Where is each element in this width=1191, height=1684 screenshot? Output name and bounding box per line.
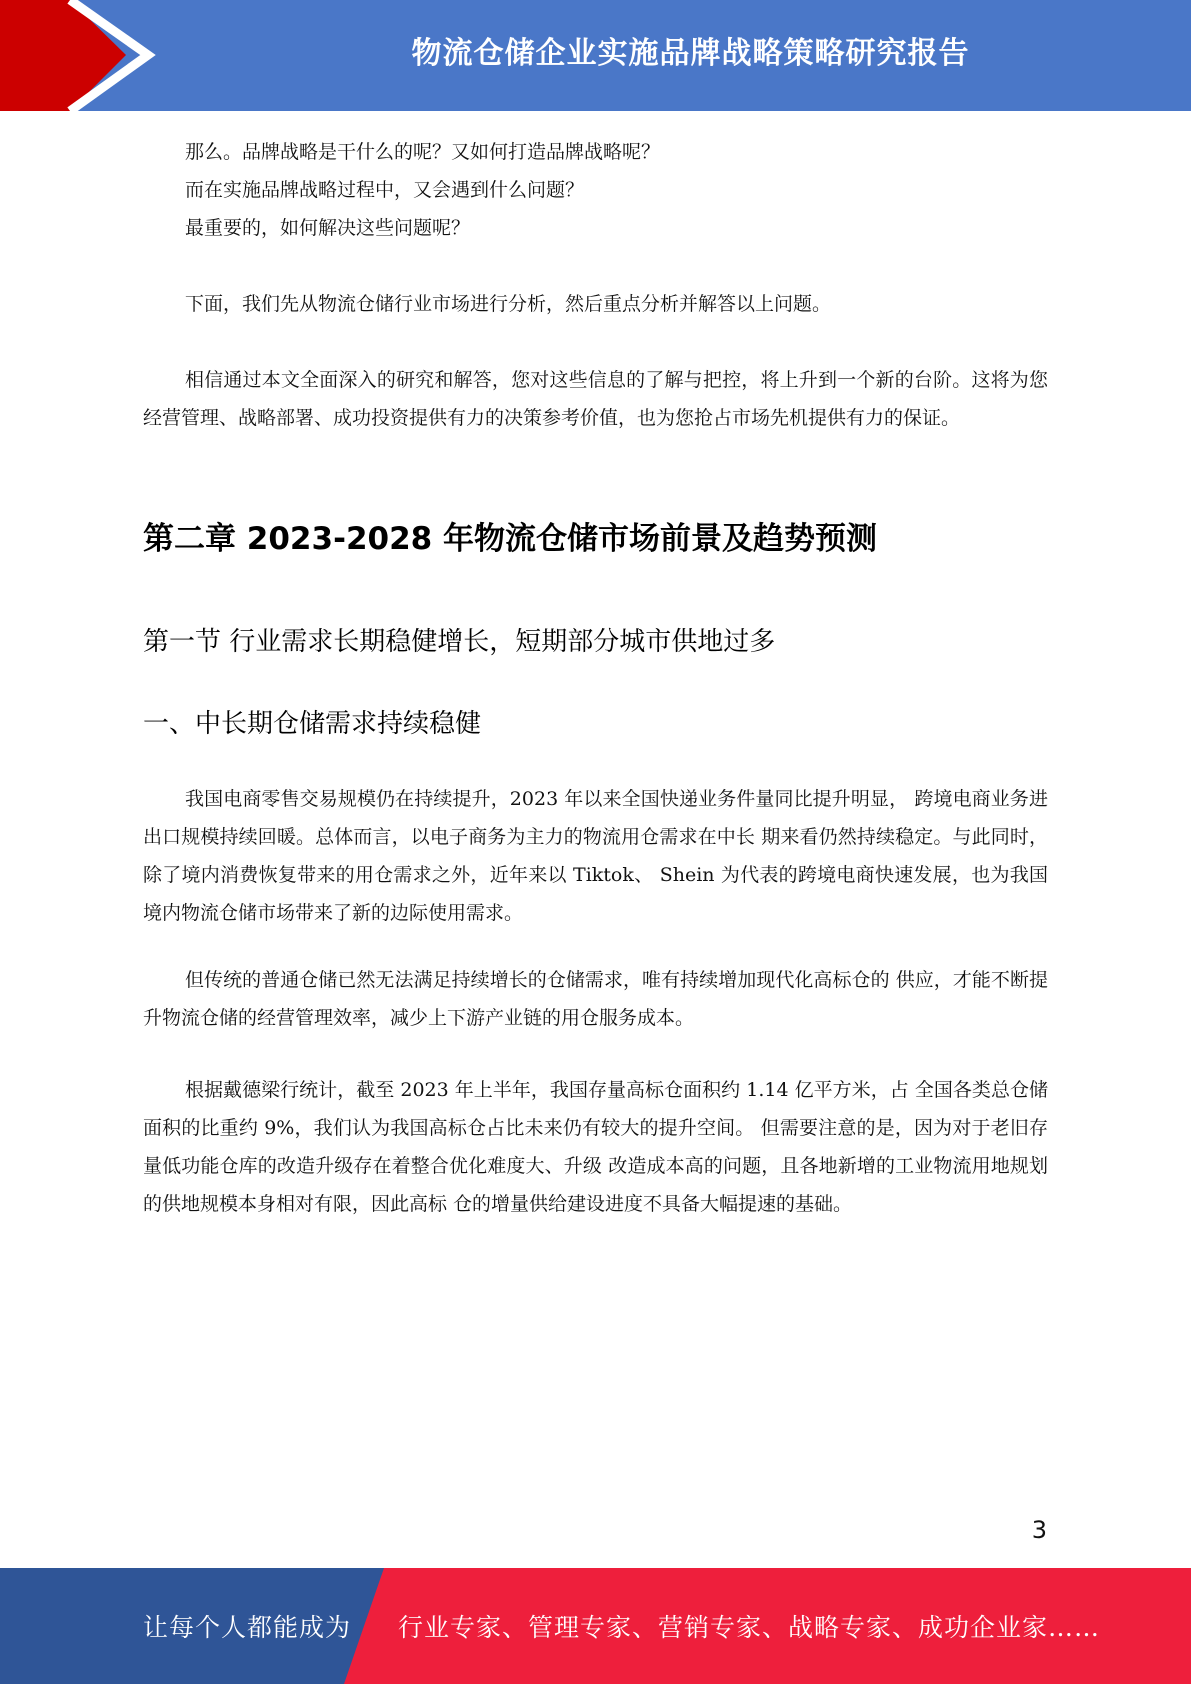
report-title: 物流仓储企业实施品牌战略策略研究报告: [411, 36, 970, 71]
body-paragraph-2: 但传统的普通仓储已然无法满足持续增长的仓储需求，唯有持续增加现代化高标仓的 供应，才能不断提升物流仓储的经营管理效率，减少上下游产业链的用仓服务成本。: [143, 969, 1048, 1029]
chapter-title: 第二章 2023-2028 年物流仓储市场前景及趋势预测: [143, 521, 878, 557]
body-paragraph-3: 根据戴德梁行统计，截至 2023 年上半年，我国存量高标仓面积约 1.14 亿平方米，占 全国各类总仓储面积的比重约 9%，我们认为我国高标仓占比未来仍有较大的提升空间。 但需要注意的是，因为对于老旧存量低功能仓库的改造升级存在着整合优化难度大、升级 改造成本高的问题，且各地新增的工业物流用地规划的供地规模本身相对有限，因此高标 仓的增量供给建设进度不具备大幅提速的基础。: [143, 1079, 1048, 1215]
intro-question-3: 最重要的，如何解决这些问题呢？: [185, 217, 471, 239]
page-number: 3: [1031, 1516, 1047, 1544]
intro-paragraph-next: 下面，我们先从物流仓储行业市场进行分析，然后重点分析并解答以上问题。: [185, 293, 832, 315]
section-title: 第一节 行业需求长期稳健增长，短期部分城市供地过多: [143, 627, 776, 657]
intro-paragraph-trust: 相信通过本文全面深入的研究和解答，您对这些信息的了解与把控，将上升到一个新的台阶。这将为您经营管理、战略部署、成功投资提供有力的决策参考价值，也为您抢占市场先机提供有力的保证。: [143, 369, 1048, 429]
intro-question-2: 而在实施品牌战略过程中，又会遇到什么问题？: [185, 179, 585, 201]
arrow-decoration: [0, 0, 160, 111]
subsection-title: 一、中长期仓储需求持续稳健: [143, 709, 482, 739]
footer-slogan-left: 让每个人都能成为: [143, 1613, 352, 1642]
intro-question-1: 那么。品牌战略是干什么的呢？又如何打造品牌战略呢？: [185, 141, 661, 163]
body-paragraph-1: 我国电商零售交易规模仍在持续提升，2023 年以来全国快递业务件量同比提升明显， 跨境电商业务进出口规模持续回暖。总体而言，以电子商务为主力的物流用仓需求在中长 期来看仍然持续稳定。与此同时，除了境内消费恢复带来的用仓需求之外，近年来以 Tiktok、 Shein 为代表的跨境电商快速发展，也为我国境内物流仓储市场带来了新的边际使用需求。: [143, 788, 1048, 924]
footer-slogan-right: 行业专家、管理专家、营销专家、战略专家、成功企业家……: [398, 1613, 1101, 1642]
footer-banner: [0, 1568, 1191, 1684]
header-banner: [0, 0, 1191, 111]
